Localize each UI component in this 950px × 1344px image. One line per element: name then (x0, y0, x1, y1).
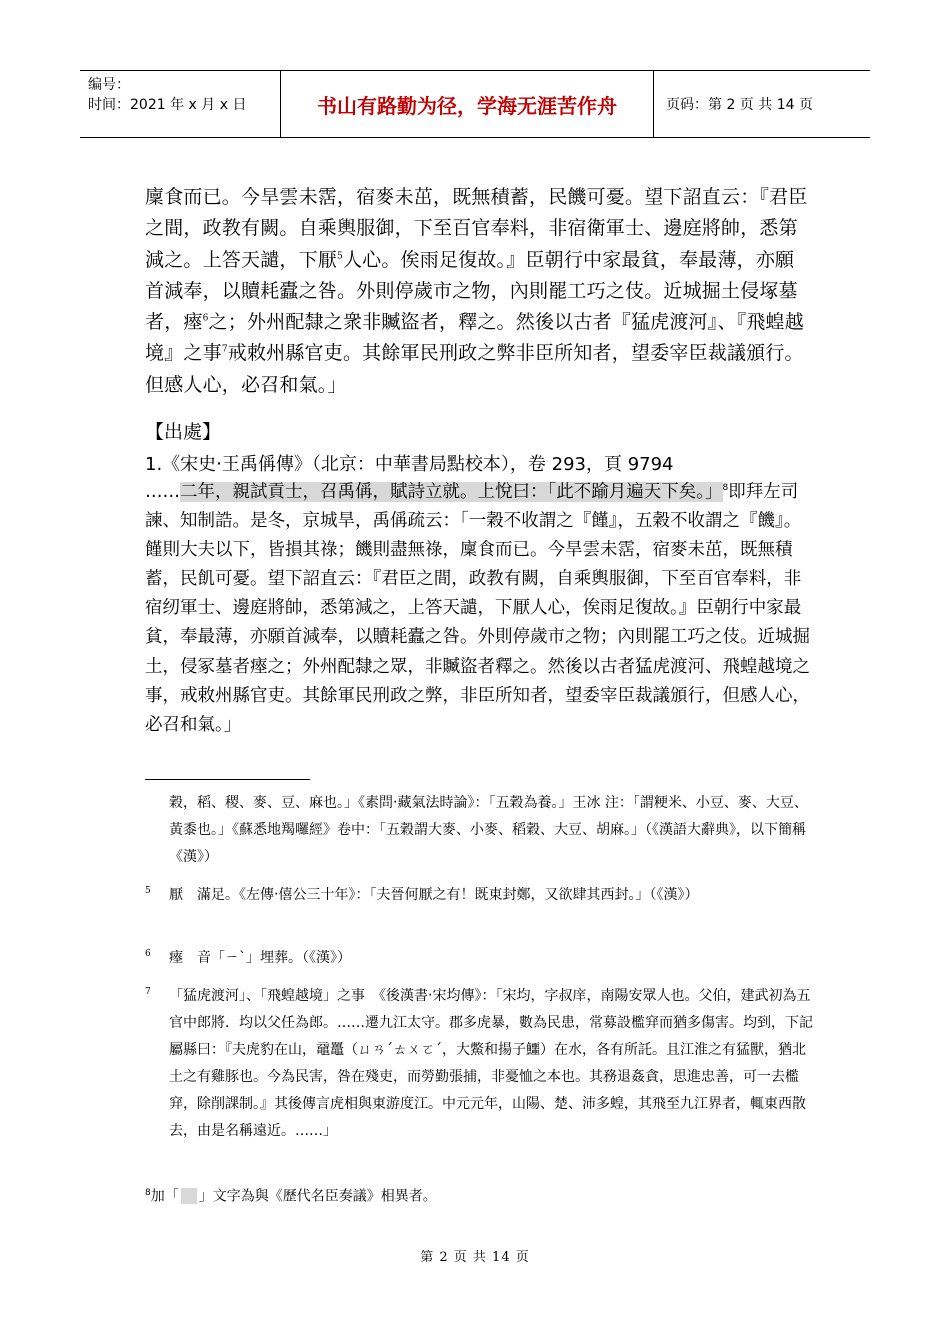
footnote-text-pre: 加「 (150, 1188, 179, 1205)
footnote-continuation (145, 790, 815, 871)
footnote-text: 穀，稻、稷、麥、豆、麻也。」《素問‧藏氣法時論》：「五穀為養。」王冰 注：「謂粳米、小豆、麥、大豆、黃黍也。」《蘇悉地羯囉經》卷中：「五穀謂大麥、小麥、稻穀、大豆、胡麻。」（《漢語大辭典》，以下簡稱《漢》） (169, 795, 808, 865)
footnote-ref-5: 5 (337, 251, 343, 262)
source-text: 即拜左司諫、知制誥。是冬，京城旱，禹偁疏云：「一穀不收謂之『饉』，五穀不收謂之『饑』。饉則大夫以下，皆損其祿；饑則盡無祿，廩食而已。今旱雲未霑，宿麥未茁，既無積蓄，民飢可憂。望下詔直云：『君臣之間，政教有闕，自乘輿服御，下至百官奉料，非宿纫軍士、邊庭將帥，悉第減之，上答天譴，下厭人心，俟雨足復故。』臣朝行中家最貧，奉最薄，亦願首減奉，以贖耗蠹之咎。外則停歲市之物；內則罷工巧之伎。近城掘土，侵冢墓者瘞之；外州配隸之眾，非贓盜者釋之。然後以古者猛虎渡河、飛蝗越境之事，戒敕州縣官吏。其餘軍民刑政之弊，非臣所知者，望委宰臣裁議頒行，但感人心，必召和氣。」 (145, 482, 810, 735)
main-text-part: 戒敕州縣官吏。其餘軍民刑政之弊非臣所知者，望委宰臣裁議頒行。但感人心，必召和氣。」 (145, 342, 804, 396)
footnote-text-post: 」文字為與《歷代名臣奏議》相異者。 (198, 1188, 437, 1205)
footnote-text: 厭 滿足。《左傳‧僖公三十年》：「夫晉何厭之有！既東封鄭，又欲肆其西封。」（《漢》） (169, 887, 699, 903)
header-meta (80, 71, 280, 137)
footnote-5 (145, 882, 815, 909)
footnote-text: 瘞 音「ㄧˋ」埋葬。（《漢》） (169, 950, 351, 966)
source-paragraph (145, 478, 810, 740)
footnote-ref-8: 8 (722, 483, 729, 494)
highlight-sample-box (181, 1188, 197, 1204)
footnote-text: 「猛虎渡河」、「飛蝗越境」之事 《後漢書‧宋均傳》：「宋均，字叔庠，南陽安眾人也。父伯，建武初為五官中郎將．均以父任為郎。……遷九江太守。郡多虎暴，數為民患，常募設檻穽而猶多傷害。均到，下記屬縣曰：『夫虎豹在山，黿鼉（ㄩㄢˊㄊㄨㄛˊ，大鱉和揚子鱷）在水，各有所託。且江淮之有猛獸，猶北土之有雞豚也。今為民害，咎在殘吏，而勞勤張捕，非憂恤之本也。其務退姦貪，思進忠善，可一去檻穽，除削課制。』其後傳言虎相與東游度江。中元元年，山陽、楚、沛多蝗，其飛至九江界者，輒東西散去，由是名稱遠近。……」 (169, 988, 813, 1139)
document-date-label: 时间：2021 年 x 月 x 日 (88, 97, 247, 113)
source-heading: 【出處】 (145, 421, 222, 443)
footnote-number: 8 (145, 1188, 151, 1198)
page-footer: 第 2 页 共 14 页 (420, 1250, 530, 1265)
footnote-7 (145, 983, 815, 1145)
source-lead: …… (145, 482, 180, 502)
footnote-6 (145, 945, 815, 972)
footnote-number: 5 (145, 886, 151, 896)
footnote-ref-6: 6 (202, 313, 209, 324)
main-text-part: 人心。俟雨足復故。』臣朝行中家最貧，奉最薄，亦願首減奉，以贖耗蠹之咎。外則停歲市之物，內則罷工巧之伎。近城掘土侵塚墓者，瘞 (145, 248, 798, 334)
document-number-label: 编号： (88, 77, 130, 93)
main-text-part: 之；外州配隸之衆非贓盜者，釋之。然後以古者『猛虎渡河』、『飛蝗越境』之事 (145, 311, 804, 365)
footnote-divider (145, 779, 310, 780)
main-text-part: 廩食而已。今旱雲未霑，宿麥未茁，既無積蓄，民饑可憂。望下詔直云：『君臣之間，政教有闕。自乘輿服御，下至百官奉料，非宿衛軍士、邊庭將帥，悉第減之。上答天譴，下厭 (145, 186, 808, 271)
source-citation: 1.《宋史‧王禹偁傳》（北京：中華書局點校本），卷 293，頁 9794 (145, 454, 674, 475)
main-paragraph (145, 182, 810, 401)
page-header (80, 70, 870, 138)
footnote-8 (145, 1180, 815, 1211)
footnote-number: 6 (145, 949, 151, 959)
footnote-text (145, 1180, 815, 1211)
header-motto: 书山有路勤为径，学海无涯苦作舟 (280, 71, 654, 137)
highlighted-text: 二年，親試貢士，召禹偁，賦詩立就。上悅曰：「此不踰月遍天下矣。」 (180, 482, 723, 502)
header-page-info: 页码：第 2 页 共 14 页 (666, 97, 813, 113)
footnote-number: 7 (145, 987, 151, 997)
footnote-ref-7: 7 (221, 345, 228, 356)
